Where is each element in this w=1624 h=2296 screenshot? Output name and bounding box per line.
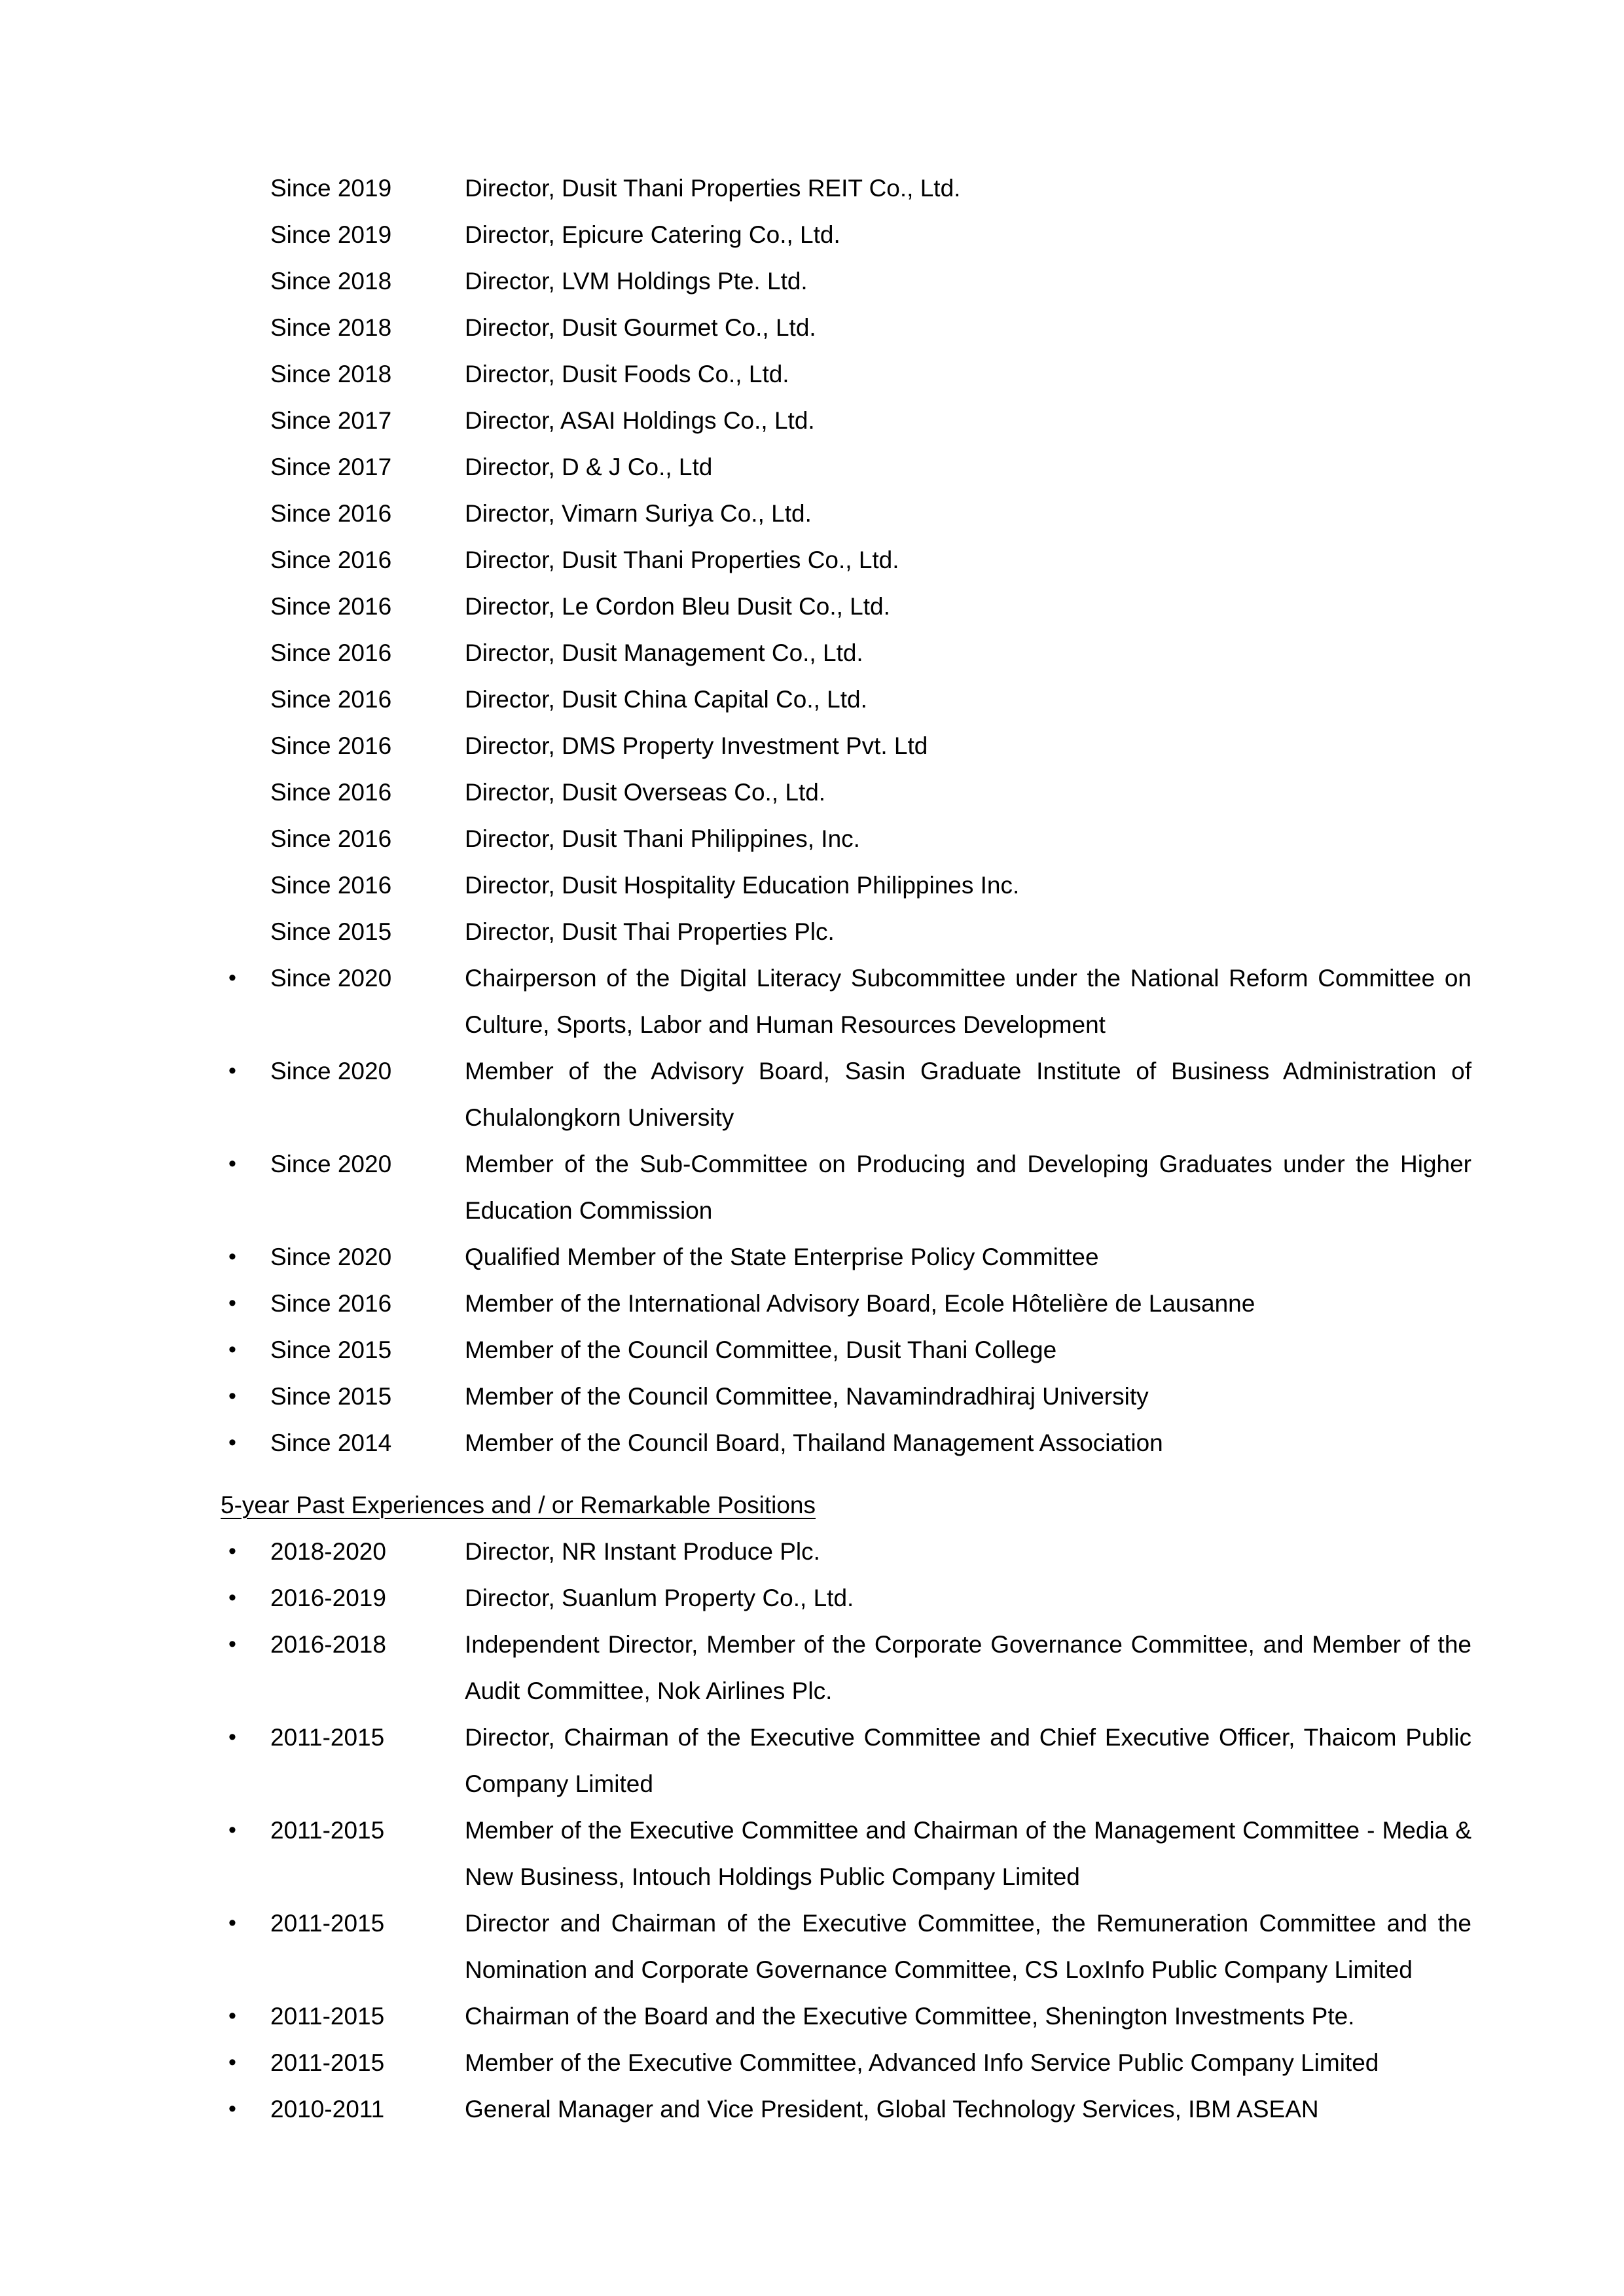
period-text: Since 2016 (270, 593, 392, 620)
description-text: Member of the International Advisory Board, Ecole Hôtelière de Lausanne (465, 1290, 1255, 1317)
bullet-icon: • (228, 1818, 236, 1842)
period-text: Since 2016 (270, 825, 392, 852)
description-text: Director, Dusit Thai Properties Plc. (465, 918, 835, 945)
period-text: Since 2015 (270, 1336, 392, 1363)
period-text: Since 2016 (270, 500, 392, 527)
period-text: Since 2016 (270, 872, 392, 899)
bullet-icon: • (228, 1430, 236, 1455)
description-text: Member of the Council Board, Thailand Management Association (465, 1429, 1163, 1456)
bullet-icon: • (228, 1725, 236, 1749)
period-text: 2011-2015 (270, 1817, 385, 1844)
description-text: Director, Dusit Management Co., Ltd. (465, 639, 863, 666)
list-item (221, 537, 1471, 583)
list-item (221, 1048, 1471, 1141)
description-text: Director, Vimarn Suriya Co., Ltd. (465, 500, 812, 527)
description-text: Director, Epicure Catering Co., Ltd. (465, 221, 840, 248)
bullet-icon: • (228, 1632, 236, 1657)
list-item (221, 1234, 1471, 1280)
bullet-icon: • (228, 1384, 236, 1408)
period-text: Since 2020 (270, 1151, 392, 1177)
period-text: Since 2017 (270, 407, 392, 434)
list-item (221, 630, 1471, 676)
list-item (221, 211, 1471, 258)
period-text: Since 2015 (270, 1383, 392, 1410)
list-item (221, 908, 1471, 955)
list-item (221, 1373, 1471, 1420)
period-text: 2011-2015 (270, 2003, 385, 2030)
past-experiences-heading: 5-year Past Experiences and / or Remarkable Positions (221, 1492, 816, 1518)
list-item (221, 1714, 1471, 1807)
description-text: Director and Chairman of the Executive Committee, the Remuneration Committee and the Nomination and Corporate Governance Committee, CS LoxInfo Public Company Limited (465, 1910, 1471, 1983)
bullet-icon: • (228, 1151, 236, 1176)
list-item (221, 583, 1471, 630)
description-text: Qualified Member of the State Enterprise Policy Committee (465, 1244, 1099, 1270)
period-text: Since 2016 (270, 732, 392, 759)
list-item (221, 2086, 1471, 2132)
period-text: Since 2018 (270, 268, 392, 295)
period-text: 2016-2019 (270, 1585, 386, 1611)
bullet-icon: • (228, 1585, 236, 1610)
period-text: 2018-2020 (270, 1538, 386, 1565)
list-item (221, 723, 1471, 769)
list-item (221, 1900, 1471, 1993)
description-text: Director, D & J Co., Ltd (465, 454, 713, 480)
period-text: Since 2018 (270, 361, 392, 387)
list-item (221, 862, 1471, 908)
list-item (221, 258, 1471, 304)
period-text: Since 2016 (270, 547, 392, 573)
list-item (221, 955, 1471, 1048)
period-text: Since 2017 (270, 454, 392, 480)
list-item (221, 1993, 1471, 2039)
description-text: Director, Suanlum Property Co., Ltd. (465, 1585, 854, 1611)
list-item (221, 816, 1471, 862)
page-content (221, 165, 1471, 2132)
description-text: Member of the Council Committee, Navamindradhiraj University (465, 1383, 1149, 1410)
list-item (221, 444, 1471, 490)
description-text: Member of the Advisory Board, Sasin Graduate Institute of Business Administration of Chulalongkorn University (465, 1058, 1471, 1131)
period-text: Since 2019 (270, 221, 392, 248)
description-text: Chairman of the Board and the Executive Committee, Shenington Investments Pte. (465, 2003, 1355, 2030)
bullet-icon: • (228, 1244, 236, 1269)
description-text: Director, DMS Property Investment Pvt. Ltd (465, 732, 928, 759)
period-text: Since 2020 (270, 1058, 392, 1085)
period-text: Since 2019 (270, 175, 392, 202)
list-item (221, 2039, 1471, 2086)
bullet-icon: • (228, 2050, 236, 2075)
bullet-icon: • (228, 1910, 236, 1935)
period-text: Since 2016 (270, 1290, 392, 1317)
description-text: Director, Le Cordon Bleu Dusit Co., Ltd. (465, 593, 890, 620)
description-text: Member of the Sub-Committee on Producing and Developing Graduates under the Higher Education Commission (465, 1151, 1471, 1224)
period-text: Since 2020 (270, 965, 392, 992)
list-item (221, 165, 1471, 211)
description-text: Director, Dusit Foods Co., Ltd. (465, 361, 789, 387)
list-item (221, 1528, 1471, 1575)
period-text: 2016-2018 (270, 1631, 386, 1658)
description-text: Chairperson of the Digital Literacy Subcommittee under the National Reform Committee on Culture, Sports, Labor and Human Resources Development (465, 965, 1471, 1038)
description-text: Director, Dusit Hospitality Education Philippines Inc. (465, 872, 1020, 899)
period-text: 2010-2011 (270, 2096, 385, 2123)
description-text: General Manager and Vice President, Global Technology Services, IBM ASEAN (465, 2096, 1319, 2123)
list-item (221, 1621, 1471, 1714)
period-text: Since 2018 (270, 314, 392, 341)
bullet-icon: • (228, 1291, 236, 1316)
bullet-icon: • (228, 1539, 236, 1564)
description-text: Member of the Executive Committee, Advanced Info Service Public Company Limited (465, 2049, 1379, 2076)
bullet-icon: • (228, 1337, 236, 1362)
description-text: Director, Dusit Overseas Co., Ltd. (465, 779, 826, 806)
period-text: 2011-2015 (270, 2049, 385, 2076)
list-item (221, 1575, 1471, 1621)
period-text: 2011-2015 (270, 1724, 385, 1751)
period-text: 2011-2015 (270, 1910, 385, 1937)
description-text: Member of the Council Committee, Dusit Thani College (465, 1336, 1057, 1363)
description-text: Director, NR Instant Produce Plc. (465, 1538, 820, 1565)
period-text: Since 2016 (270, 639, 392, 666)
list-item (221, 676, 1471, 723)
list-item (221, 1327, 1471, 1373)
description-text: Director, Dusit Gourmet Co., Ltd. (465, 314, 816, 341)
current-positions-list (221, 165, 1471, 1466)
description-text: Director, Dusit Thani Properties Co., Ltd. (465, 547, 899, 573)
list-item (221, 351, 1471, 397)
list-item (221, 1141, 1471, 1234)
list-item (221, 1807, 1471, 1900)
description-text: Director, Dusit Thani Properties REIT Co., Ltd. (465, 175, 961, 202)
description-text: Director, ASAI Holdings Co., Ltd. (465, 407, 815, 434)
past-experiences-list (221, 1528, 1471, 2132)
list-item (221, 490, 1471, 537)
description-text: Independent Director, Member of the Corporate Governance Committee, and Member of the Audit Committee, Nok Airlines Plc. (465, 1631, 1471, 1704)
list-item (221, 1420, 1471, 1466)
list-item (221, 769, 1471, 816)
period-text: Since 2020 (270, 1244, 392, 1270)
description-text: Director, Dusit Thani Philippines, Inc. (465, 825, 860, 852)
bullet-icon: • (228, 2096, 236, 2121)
description-text: Director, Chairman of the Executive Committee and Chief Executive Officer, Thaicom Public Company Limited (465, 1724, 1471, 1797)
description-text: Director, LVM Holdings Pte. Ltd. (465, 268, 808, 295)
list-item (221, 304, 1471, 351)
bullet-icon: • (228, 2003, 236, 2028)
list-item (221, 397, 1471, 444)
period-text: Since 2016 (270, 686, 392, 713)
bullet-icon: • (228, 1058, 236, 1083)
list-item (221, 1280, 1471, 1327)
description-text: Member of the Executive Committee and Chairman of the Management Committee - Media & New Business, Intouch Holdings Public Company Limited (465, 1817, 1471, 1890)
description-text: Director, Dusit China Capital Co., Ltd. (465, 686, 867, 713)
period-text: Since 2016 (270, 779, 392, 806)
bullet-icon: • (228, 965, 236, 990)
period-text: Since 2014 (270, 1429, 392, 1456)
period-text: Since 2015 (270, 918, 392, 945)
